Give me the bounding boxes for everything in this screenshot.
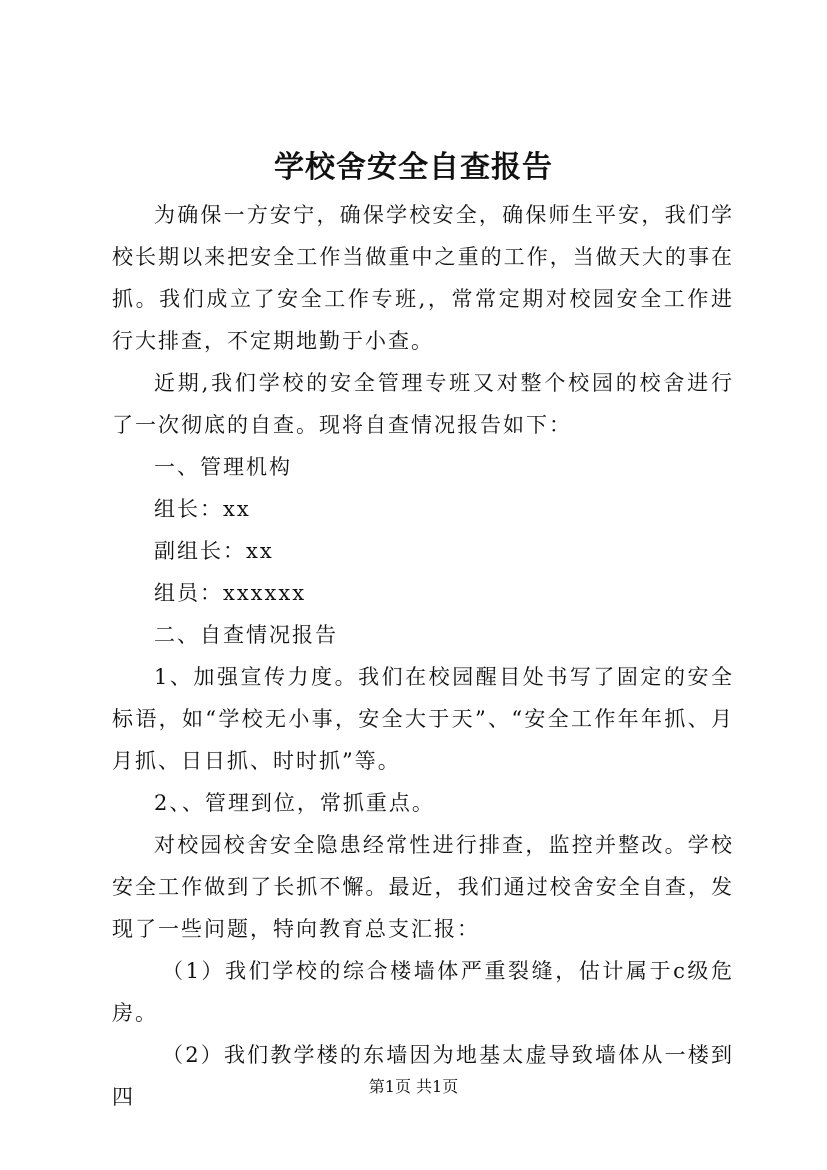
issue-item-2: （2）我们教学楼的东墙因为地基太虚导致墙体从一楼到四 bbox=[112, 1043, 734, 1109]
deputy-leader: 副组长：xx bbox=[154, 539, 274, 563]
paragraph-publicity: 1、加强宣传力度。我们在校园醒目处书写了固定的安全标语，如“学校无小事，安全大于天”、“安全工作年年抓、月月抓、日日抓、时时抓”等。 bbox=[112, 665, 734, 773]
document-title: 学校舍安全自查报告 bbox=[274, 150, 553, 185]
issue-item-1: （1）我们学校的综合楼墙体严重裂缝，估计属于c级危房。 bbox=[112, 959, 734, 1025]
section-heading-management: 一、管理机构 bbox=[154, 455, 292, 479]
paragraph-management: 2、、管理到位，常抓重点。 bbox=[154, 791, 435, 815]
document-body bbox=[112, 194, 734, 1118]
paragraph-intro: 为确保一方安宁，确保学校安全，确保师生平安，我们学校长期以来把安全工作当做重中之重的工作，当做天大的事在抓。我们成立了安全工作专班,，常常定期对校园安全工作进行大排查，不定期地勤于小查。 bbox=[112, 203, 734, 353]
page-footer: 第1页 共1页 bbox=[368, 1077, 459, 1096]
team-members: 组员：xxxxxx bbox=[154, 581, 307, 605]
team-leader: 组长：xx bbox=[154, 497, 251, 521]
paragraph-inspection: 对校园校舍安全隐患经常性进行排查，监控并整改。学校安全工作做到了长抓不懈。最近，我们通过校舍安全自查，发现了一些问题，特向教育总支汇报： bbox=[112, 833, 734, 941]
paragraph-recent-check: 近期,我们学校的安全管理专班又对整个校园的校舍进行了一次彻底的自查。现将自查情况报告如下： bbox=[112, 371, 734, 437]
section-heading-report: 二、自查情况报告 bbox=[154, 623, 338, 647]
